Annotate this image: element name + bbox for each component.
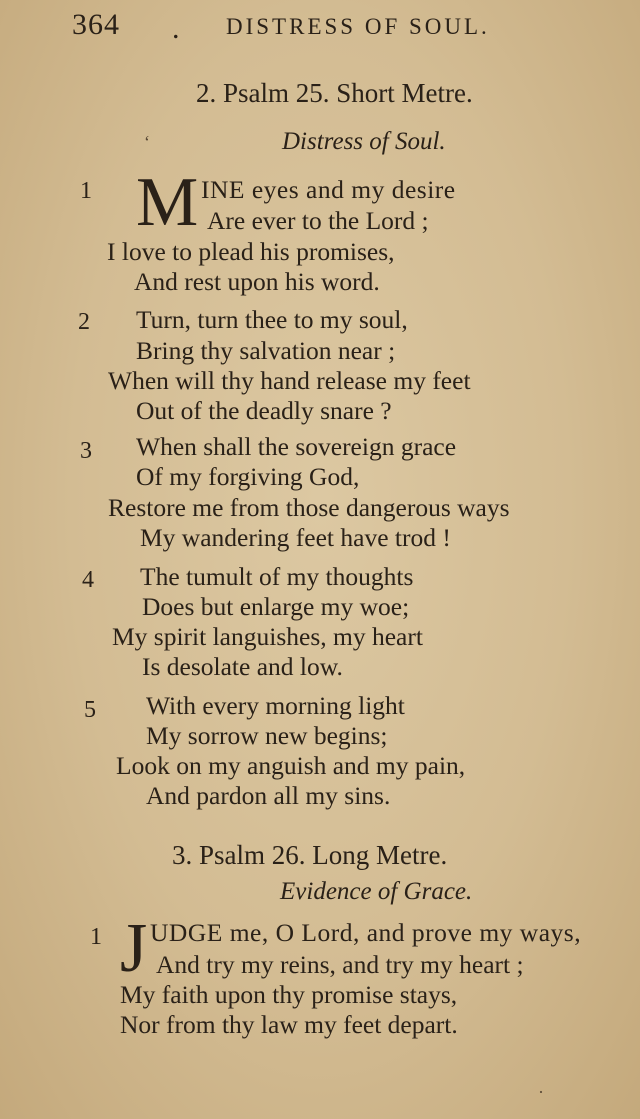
verse-number: 1 — [80, 178, 92, 204]
ink-speck: · — [538, 1082, 544, 1102]
verse-line: UDGE me, O Lord, and prove my ways, — [150, 918, 582, 947]
verse-line: My spirit languishes, my heart — [112, 622, 423, 651]
verse-line: Out of the deadly snare ? — [136, 396, 392, 425]
verse-line: My faith upon thy promise stays, — [120, 980, 458, 1009]
verse-line: Restore me from those dangerous ways — [108, 493, 510, 522]
psalm-subtitle: Evidence of Grace. — [280, 878, 473, 905]
psalm-title: 2. Psalm 25. Short Metre. — [196, 78, 473, 108]
verse-line: My wandering feet have trod ! — [140, 523, 451, 552]
verse-line: When will thy hand release my feet — [108, 366, 471, 395]
verse-line: INE eyes and my desire — [201, 175, 456, 204]
running-head: DISTRESS OF SOUL. — [226, 14, 490, 39]
verse-line: Is desolate and low. — [142, 652, 343, 681]
psalm-subtitle: Distress of Soul. — [282, 128, 446, 155]
verse-number: 2 — [78, 309, 90, 335]
verse-line: When shall the sovereign grace — [136, 432, 457, 461]
verse-line: Bring thy salvation near ; — [136, 336, 396, 365]
verse-number: 3 — [80, 438, 92, 464]
verse-line: I love to plead his promises, — [107, 237, 395, 266]
verse-line: The tumult of my thoughts — [140, 562, 414, 591]
verse-line: Of my forgiving God, — [136, 462, 360, 491]
verse-line: Look on my anguish and my pain, — [116, 751, 466, 780]
verse-line: With every morning light — [146, 691, 405, 720]
verse-line: And rest upon his word. — [134, 267, 380, 296]
ink-speck: ʻ — [144, 132, 150, 152]
verse-line: My sorrow new begins; — [146, 721, 388, 750]
verse-line: Are ever to the Lord ; — [207, 206, 429, 235]
verse-line: Turn, turn thee to my soul, — [136, 305, 408, 334]
verse-line: Does but enlarge my woe; — [142, 592, 410, 621]
verse-number: 1 — [90, 924, 102, 950]
page-number: 364 — [72, 8, 120, 41]
verse-line: And try my reins, and try my heart ; — [156, 950, 524, 979]
psalm-title: 3. Psalm 26. Long Metre. — [172, 840, 448, 870]
verse-line: And pardon all my sins. — [146, 781, 391, 810]
verse-number: 4 — [82, 567, 94, 593]
verse-line: Nor from thy law my feet depart. — [120, 1010, 458, 1039]
drop-cap: J — [120, 910, 148, 987]
drop-cap: M — [136, 164, 199, 241]
verse-number: 5 — [84, 697, 96, 723]
page-header — [0, 8, 640, 48]
header-dot: . — [172, 12, 180, 45]
